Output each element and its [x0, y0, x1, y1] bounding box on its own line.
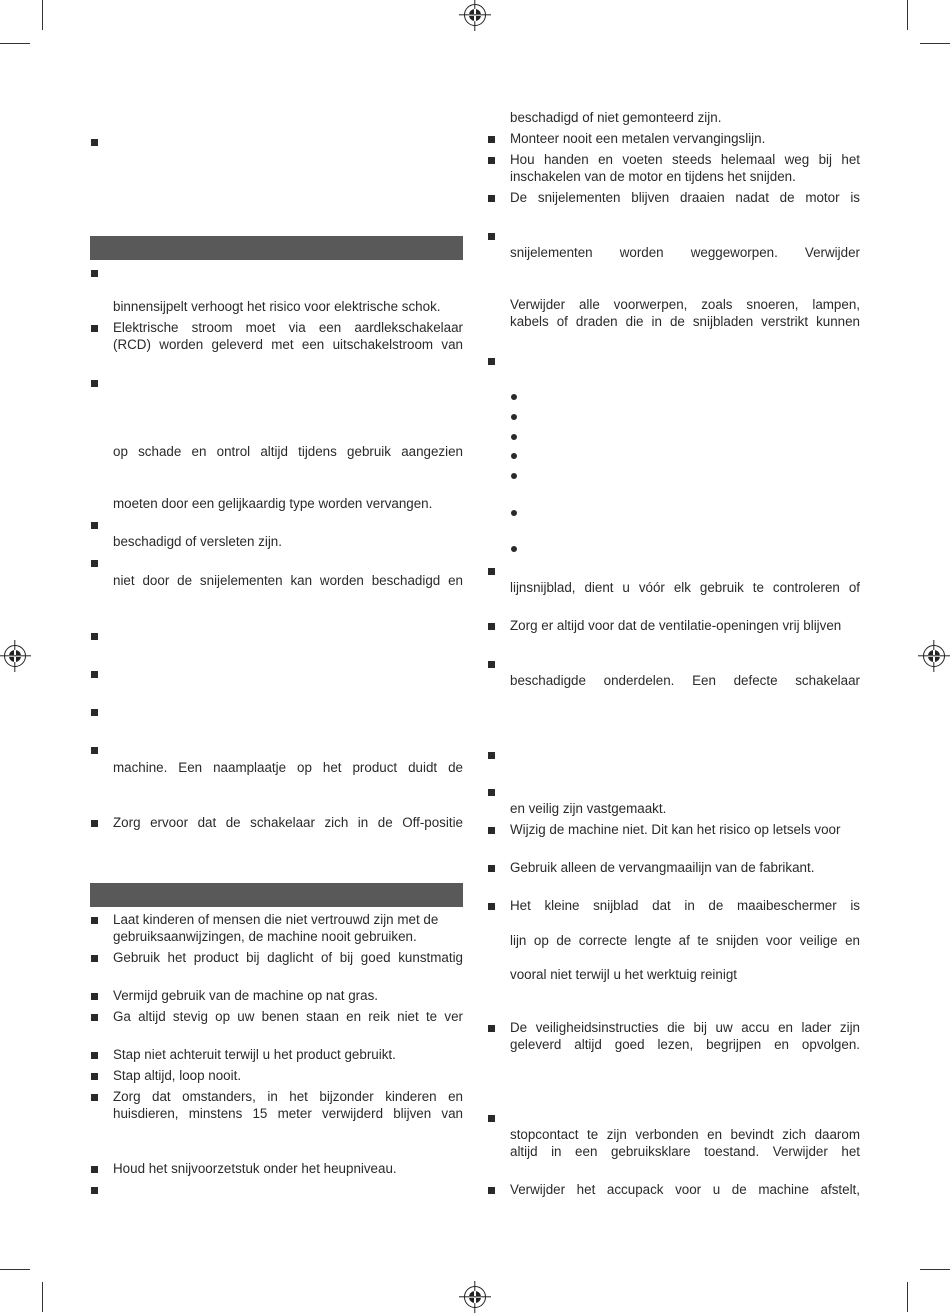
- bullet-icon: [488, 1115, 495, 1122]
- text-line: Verwijder alle voorwerpen, zoals snoeren, lampen,: [510, 297, 860, 312]
- text-line: lijnsnijblad, dient u vóór elk gebruik te controleren of: [510, 580, 860, 595]
- bullet-icon: [488, 136, 495, 143]
- bullet-icon: [488, 1025, 495, 1032]
- text-line: huisdieren, minstens 15 meter verwijderd blijven van: [113, 1106, 463, 1121]
- bullet-icon: [488, 661, 495, 668]
- text-line: beschadigd of versleten zijn.: [113, 534, 282, 549]
- text-line: beschadigde onderdelen. Een defecte schakelaar: [510, 673, 860, 688]
- text-line: De veiligheidsinstructies die bij uw accu en lader zijn: [510, 1020, 860, 1035]
- text-line: lijn op de correcte lengte af te snijden voor veilige en: [510, 933, 860, 948]
- registration-mark-icon: [923, 645, 945, 667]
- sub-bullet-icon: [511, 473, 517, 479]
- bullet-icon: [91, 325, 98, 332]
- text-line: Stap altijd, loop nooit.: [113, 1068, 242, 1083]
- bullet-icon: [488, 903, 495, 910]
- registration-mark-icon: [4, 645, 26, 667]
- bullet-icon: [91, 522, 98, 529]
- crop-mark: [42, 0, 43, 30]
- text-line: moeten door een gelijkaardig type worden vervangen.: [113, 496, 433, 511]
- bullet-icon: [488, 1187, 495, 1194]
- bullet-icon: [91, 671, 98, 678]
- bullet-icon: [91, 1187, 98, 1194]
- bullet-icon: [91, 1166, 98, 1173]
- text-line: Ga altijd stevig op uw benen staan en reik niet te ver: [113, 1009, 463, 1024]
- text-line: Zorg dat omstanders, in het bijzonder kinderen en: [113, 1089, 463, 1104]
- text-line: stopcontact te zijn verbonden en bevindt zich daarom: [510, 1127, 860, 1142]
- bullet-icon: [488, 157, 495, 164]
- registration-mark-icon: [464, 1286, 486, 1308]
- bullet-icon: [91, 917, 98, 924]
- bullet-icon: [91, 633, 98, 640]
- crop-mark: [907, 0, 908, 30]
- text-line: Gebruik het product bij daglicht of bij goed kunstmatig: [113, 950, 463, 965]
- bullet-icon: [91, 560, 98, 567]
- text-line: Stap niet achteruit terwijl u het product gebruikt.: [113, 1047, 396, 1062]
- text-line: niet door de snijelementen kan worden beschadigd en: [113, 573, 463, 588]
- bullet-icon: [91, 955, 98, 962]
- sub-bullet-icon: [511, 453, 517, 459]
- bullet-icon: [91, 380, 98, 387]
- text-line: binnensijpelt verhoogt het risico voor elektrische schok.: [113, 299, 441, 314]
- crop-mark: [907, 1282, 908, 1312]
- text-line: (RCD) worden geleverd met een uitschakelstroom van: [113, 337, 463, 352]
- crop-mark: [920, 1269, 950, 1270]
- text-line: gebruiksaanwijzingen, de machine nooit gebruiken.: [113, 929, 417, 944]
- bullet-icon: [91, 270, 98, 277]
- text-line: Zorg ervoor dat de schakelaar zich in de Off-positie: [113, 815, 463, 830]
- bullet-icon: [488, 789, 495, 796]
- sub-bullet-icon: [511, 394, 517, 400]
- text-line: De snijelementen blijven draaien nadat de motor is: [510, 190, 860, 205]
- text-line: Laat kinderen of mensen die niet vertrouwd zijn met de: [113, 912, 439, 927]
- text-line: machine. Een naamplaatje op het product duidt de: [113, 760, 463, 775]
- text-line: Monteer nooit een metalen vervangingslijn.: [510, 131, 766, 146]
- sub-bullet-icon: [511, 414, 517, 420]
- text-line: en veilig zijn vastgemaakt.: [510, 801, 667, 816]
- text-line: Wijzig de machine niet. Dit kan het risico op letsels voor: [510, 822, 841, 837]
- bullet-icon: [91, 139, 98, 146]
- sub-bullet-icon: [511, 434, 517, 440]
- registration-mark-icon: [464, 4, 486, 26]
- bullet-icon: [488, 358, 495, 365]
- text-line: Zorg er altijd voor dat de ventilatie-openingen vrij blijven: [510, 618, 842, 633]
- crop-mark: [0, 1269, 30, 1270]
- text-line: Verwijder het accupack voor u de machine afstelt,: [510, 1182, 860, 1197]
- section-header-bar: [90, 236, 463, 260]
- text-line: kabels of draden die in de snijbladen verstrikt kunnen: [510, 314, 860, 329]
- text-line: Elektrische stroom moet via een aardlekschakelaar: [113, 320, 463, 335]
- section-header-bar: [90, 883, 463, 907]
- text-line: op schade en ontrol altijd tijdens gebruik aangezien: [113, 444, 463, 459]
- text-line: altijd in een gebruiksklare toestand. Verwijder het: [510, 1144, 860, 1159]
- text-line: Vermijd gebruik van de machine op nat gras.: [113, 988, 378, 1003]
- bullet-icon: [488, 623, 495, 630]
- bullet-icon: [91, 1014, 98, 1021]
- bullet-icon: [488, 752, 495, 759]
- bullet-icon: [488, 865, 495, 872]
- text-line: vooral niet terwijl u het werktuig reinigt: [510, 967, 738, 982]
- bullet-icon: [91, 747, 98, 754]
- bullet-icon: [91, 1073, 98, 1080]
- text-line: Houd het snijvoorzetstuk onder het heupniveau.: [113, 1161, 397, 1176]
- bullet-icon: [488, 568, 495, 575]
- text-line: inschakelen van de motor en tijdens het snijden.: [510, 169, 796, 184]
- text-line: Het kleine snijblad dat in de maaibeschermer is: [510, 898, 860, 913]
- text-line: Hou handen en voeten steeds helemaal weg bij het: [510, 152, 860, 167]
- crop-mark: [920, 43, 950, 44]
- bullet-icon: [488, 195, 495, 202]
- sub-bullet-icon: [511, 510, 517, 516]
- sub-bullet-icon: [511, 546, 517, 552]
- bullet-icon: [91, 1052, 98, 1059]
- text-line: geleverd altijd goed lezen, begrijpen en opvolgen.: [510, 1037, 860, 1052]
- bullet-icon: [91, 1094, 98, 1101]
- crop-mark: [42, 1282, 43, 1312]
- text-line: snijelementen worden weggeworpen. Verwijder: [510, 245, 860, 260]
- bullet-icon: [91, 820, 98, 827]
- crop-mark: [0, 43, 30, 44]
- text-line: beschadigd of niet gemonteerd zijn.: [510, 110, 722, 125]
- bullet-icon: [488, 233, 495, 240]
- text-line: Gebruik alleen de vervangmaailijn van de fabrikant.: [510, 860, 815, 875]
- bullet-icon: [91, 993, 98, 1000]
- bullet-icon: [91, 709, 98, 716]
- bullet-icon: [488, 827, 495, 834]
